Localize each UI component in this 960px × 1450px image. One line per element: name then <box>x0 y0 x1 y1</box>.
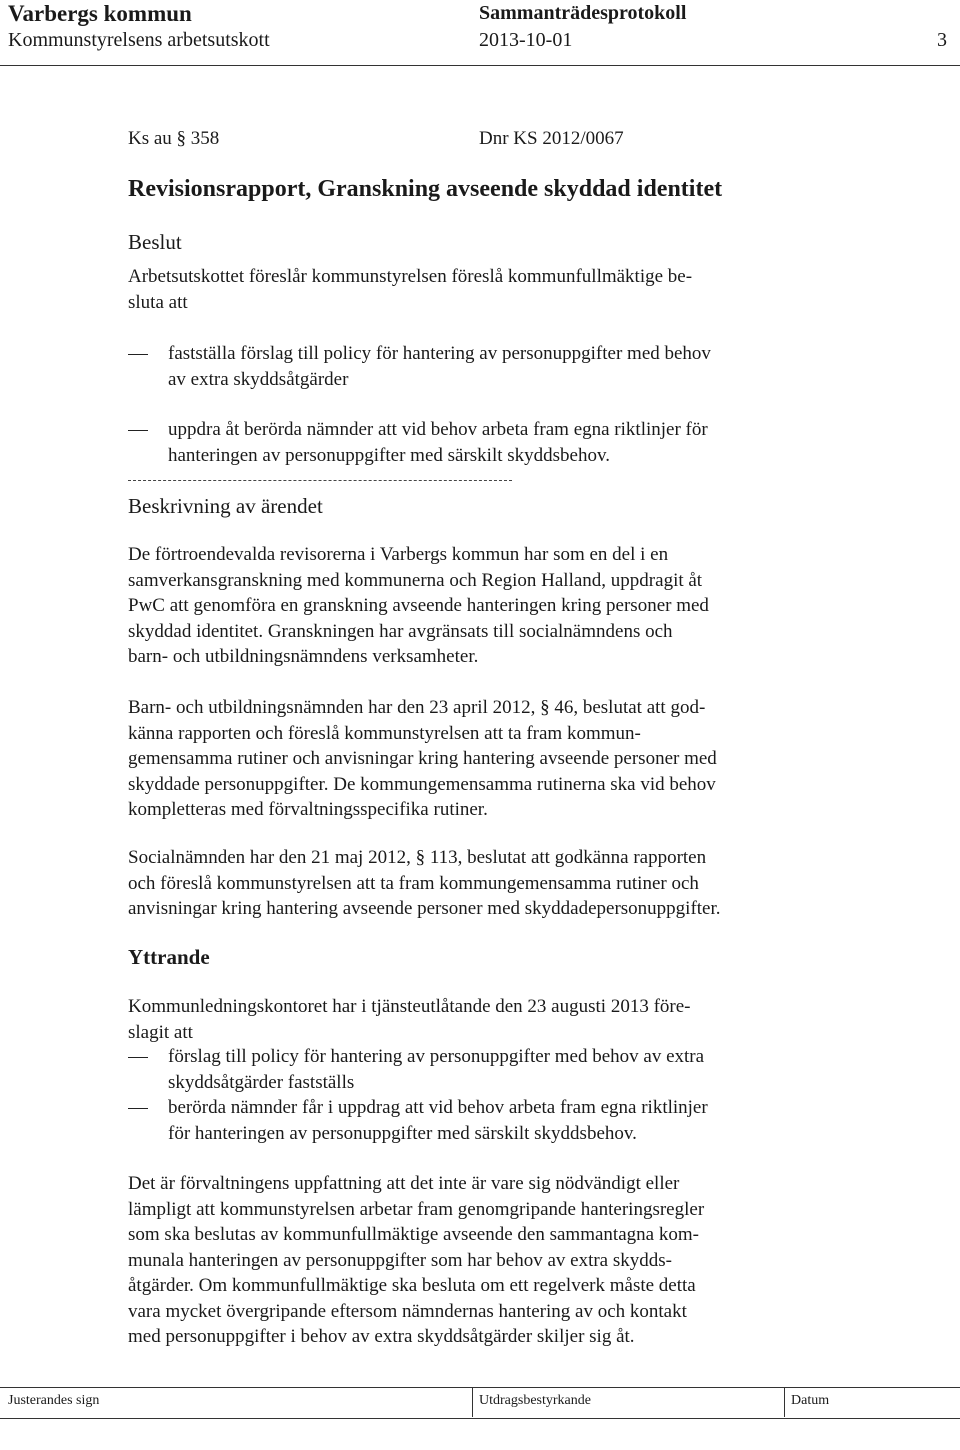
footer-extract-label: Utdragsbestyrkande <box>479 1393 591 1408</box>
footer-sign-label: Justerandes sign <box>8 1393 100 1408</box>
section-divider <box>128 480 512 481</box>
beskrivning-heading: Beskrivning av ärendet <box>128 494 323 518</box>
beslut-heading: Beslut <box>128 230 182 254</box>
footer-date-label: Datum <box>791 1393 830 1408</box>
dash-bullet-icon <box>128 1057 148 1058</box>
beslut-item: fastställa förslag till policy för hantering av personuppgifter med behov av extra skyddsåtgärder <box>168 343 711 390</box>
yttrande-intro: Kommunledningskontoret har i tjänsteutlåtande den 23 augusti 2013 före- slagit att <box>128 996 691 1043</box>
paragraph: Det är förvaltningens uppfattning att det inte är vare sig nödvändigt eller lämpligt att kommunstyrelsen arbetar fram genomgripande hanteringsregler som ska beslutas av kommunfullmäktige avseende den sammantagna kom- munala hanteringen av personuppgifter som har behov av extra skydds- åtgärder. Om kommunfullmäktige ska besluta om ett regelverk måste detta vara mycket övergripande eftersom nämndernas hantering av och kontakt med personuppgifter i behov av extra skyddsåtgärder skiljer sig åt. <box>128 1173 705 1347</box>
page-number: 3 <box>937 29 947 51</box>
paragraph: Barn- och utbildningsnämnden har den 23 april 2012, § 46, beslutat att god- känna rapporten och föreslå kommunstyrelsen att ta fram kommun- gemensamma rutiner och anvisningar kring hantering avseende personer med skyddade personuppgifter. De kommungemensamma rutinerna ska vid behov kompletteras med förvaltningsspecifika rutiner. <box>128 697 717 820</box>
case-dnr: Dnr KS 2012/0067 <box>479 128 624 149</box>
yttrande-item: berörda nämnder får i uppdrag att vid behov arbeta fram egna riktlinjer för hanteringen av personuppgifter med särskilt skyddsbehov. <box>168 1097 708 1144</box>
document-type: Sammanträdesprotokoll <box>479 2 687 24</box>
organization-name: Varbergs kommun <box>8 1 192 26</box>
dash-bullet-icon <box>128 354 148 355</box>
header-divider <box>0 65 960 66</box>
dash-bullet-icon <box>128 1108 148 1109</box>
yttrande-item: förslag till policy för hantering av personuppgifter med behov av extra skyddsåtgärder fastställs <box>168 1046 705 1093</box>
case-number: Ks au § 358 <box>128 128 220 149</box>
paragraph: Socialnämnden har den 21 maj 2012, § 113, beslutat att godkänna rapporten och föreslå kommunstyrelsen att ta fram kommungemensamma rutiner och anvisningar kring hantering avseende personer med skyddadepersonuppgifter. <box>128 847 721 919</box>
beslut-item: uppdra åt berörda nämnder att vid behov arbeta fram egna riktlinjer för hanteringen av personuppgifter med särskilt skyddsbehov. <box>168 419 708 466</box>
case-title: Revisionsrapport, Granskning avseende skyddad identitet <box>128 176 723 202</box>
committee-name: Kommunstyrelsens arbetsutskott <box>8 29 270 51</box>
dash-bullet-icon <box>128 430 148 431</box>
beslut-intro: Arbetsutskottet föreslår kommunstyrelsen föreslå kommunfullmäktige be- sluta att <box>128 266 693 313</box>
paragraph: De förtroendevalda revisorerna i Varbergs kommun har som en del i en samverkansgranskning med kommunerna och Region Halland, uppdragit åt PwC att genomföra en granskning avseende hanteringen kring personer med skyddad identitet. Granskningen har avgränsats till socialnämndens och barn- och utbildningsnämndens verksamheter. <box>128 544 709 667</box>
meeting-date: 2013-10-01 <box>479 29 573 51</box>
footer-divider <box>472 1387 473 1417</box>
footer-divider <box>784 1387 785 1417</box>
yttrande-heading: Yttrande <box>128 945 210 969</box>
